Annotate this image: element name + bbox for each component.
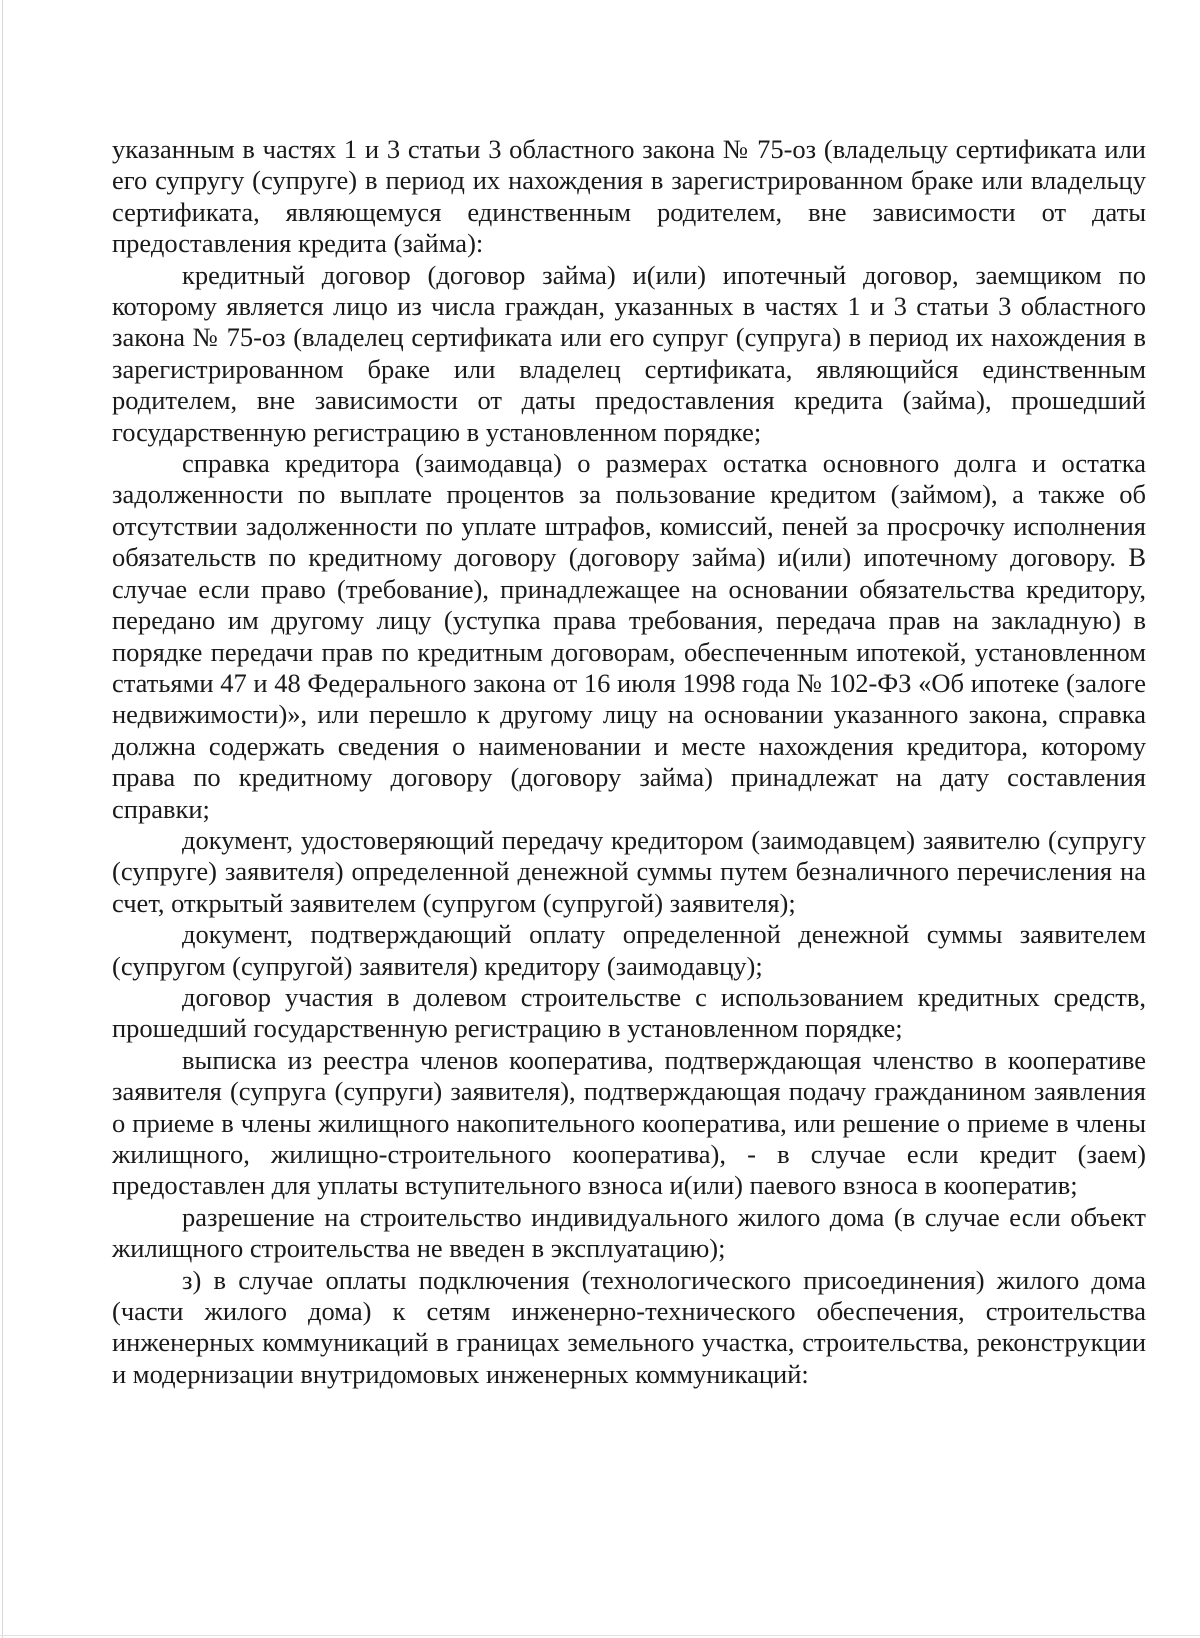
paragraph-cooperative-extract: выписка из реестра членов кооператива, подтверждающая членство в кооперативе заявителя (супруга (супруги) заявителя), подтверждающая подачу гражданином заявления о приеме в члены жилищного накопительного кооператива, или решение о приеме в члены жилищного, жилищно-строительного кооператива), - в случае если кредит (заем) предоставлен для уплаты вступительного взноса и(или) паевого взноса в кооператив; bbox=[112, 1044, 1146, 1201]
paragraph-continuation: указанным в частях 1 и 3 статьи 3 областного закона № 75-оз (владельцу сертификата или его супругу (супруге) в период их нахождения в зарегистрированном браке или владельцу сертификата, являющемуся единственным родителем, вне зависимости от даты предоставления кредита (займа): bbox=[112, 134, 1146, 259]
paragraph-transfer-document: документ, удостоверяющий передачу кредитором (заимодавцем) заявителю (супругу (супруге) заявителя) определенной денежной суммы путем безналичного перечисления на счет, открытый заявителем (супругом (супругой) заявителя); bbox=[112, 824, 1146, 918]
paragraph-creditor-certificate: справка кредитора (заимодавца) о размерах остатка основного долга и остатка задолженности по выплате процентов за пользование кредитом (займом), а также об отсутствии задолженности по уплате штрафов, комиссий, пеней за просрочку исполнения обязательств по кредитному договору (договору займа) и(или) ипотечному договору. В случае если право (требование), принадлежащее на основании обязательства кредитору, передано им другому лицу (уступка права требования, передача прав на закладную) в порядке передачи прав по кредитным договорам, обеспеченным ипотекой, установленном статьями 47 и 48 Федерального закона от 16 июля 1998 года № 102-ФЗ «Об ипотеке (залоге недвижимости)», или перешло к другому лицу на основании указанного закона, справка должна содержать сведения о наименовании и месте нахождения кредитора, которому права по кредитному договору (договору займа) принадлежат на дату составления справки; bbox=[112, 448, 1146, 824]
document-body bbox=[112, 134, 1146, 1390]
paragraph-item-z: з) в случае оплаты подключения (технологического присоединения) жилого дома (части жилого дома) к сетям инженерно-технического обеспечения, строительства инженерных коммуникаций в границах земельного участка, строительства, реконструкции и модернизации внутридомовых инженерных коммуникаций: bbox=[112, 1264, 1146, 1389]
scan-bottom-line bbox=[0, 1635, 1200, 1636]
paragraph-payment-document: документ, подтверждающий оплату определенной денежной суммы заявителем (супругом (супругой) заявителя) кредитору (заимодавцу); bbox=[112, 919, 1146, 981]
paragraph-construction-permit: разрешение на строительство индивидуального жилого дома (в случае если объект жилищного строительства не введен в эксплуатацию); bbox=[112, 1201, 1146, 1264]
scan-edge-line bbox=[2, 0, 3, 1638]
paragraph-credit-agreement: кредитный договор (договор займа) и(или) ипотечный договор, заемщиком по которому является лицо из числа граждан, указанных в частях 1 и 3 статьи 3 областного закона № 75-оз (владелец сертификата или его супруг (супруга) в период их нахождения в зарегистрированном браке или владелец сертификата, являющийся единственным родителем, вне зависимости от даты предоставления кредита (займа), прошедший государственную регистрацию в установленном порядке; bbox=[112, 259, 1146, 447]
paragraph-shared-construction: договор участия в долевом строительстве с использованием кредитных средств, прошедший государственную регистрацию в установленном порядке; bbox=[112, 981, 1146, 1044]
